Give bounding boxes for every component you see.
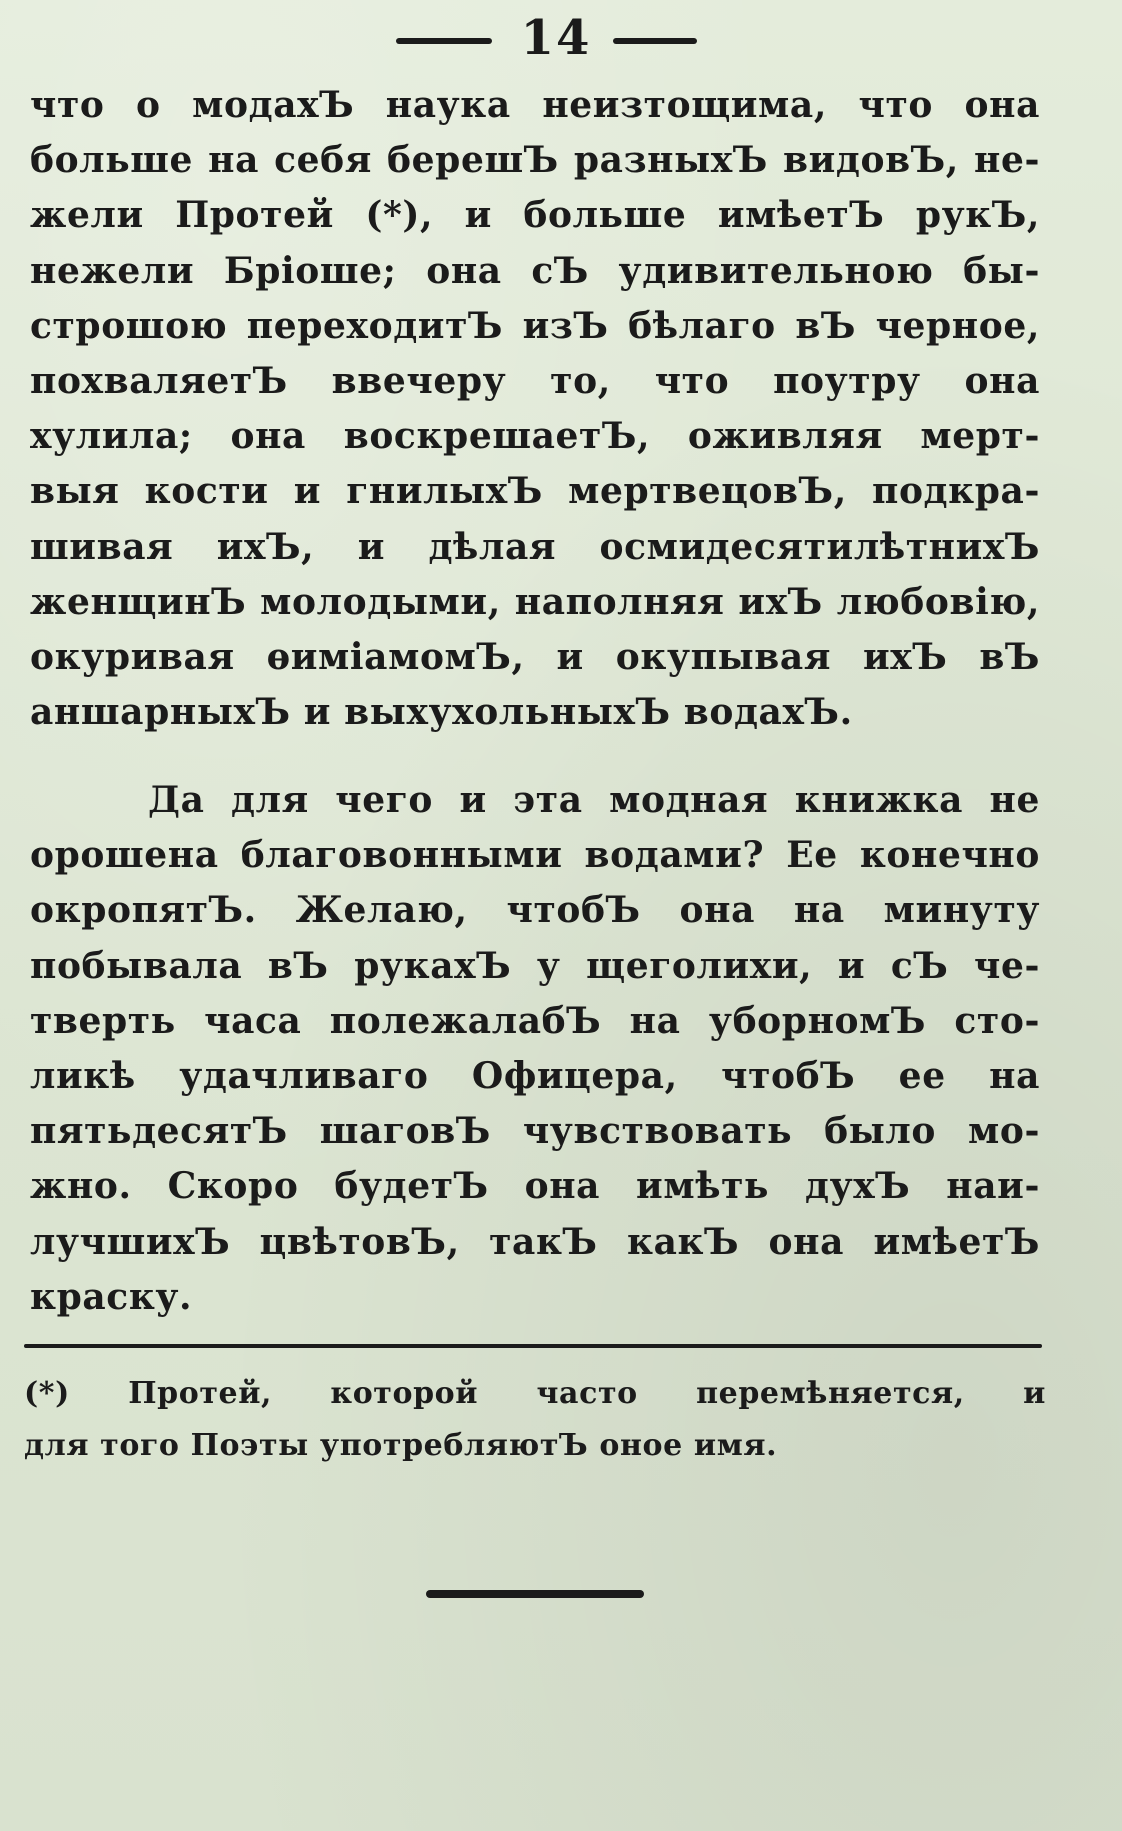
text-line: ликѣ удачливаго Офицера, чтобЪ ее на: [30, 1054, 1040, 1097]
text-line: лучшихЪ цвѣтовЪ, такЪ какЪ она имѣетЪ: [30, 1220, 1040, 1263]
end-rule: [426, 1590, 644, 1598]
paragraph-1: [30, 78, 1040, 740]
text-line: орошена благовонными водами? Ее конечно: [30, 834, 1040, 877]
footnote-line: для того Поэты употребляютЪ оное имя.: [24, 1428, 778, 1463]
text-line: нежели Бріоше; она сЪ удивительною бы-: [30, 249, 1040, 292]
text-line: пятьдесятЪ шаговЪ чувствовать было мо-: [30, 1110, 1040, 1153]
header-rule-left: [396, 38, 492, 44]
footnote: [24, 1368, 1046, 1472]
text-line: аншарныхЪ и выхухольныхЪ водахЪ.: [30, 691, 853, 734]
text-line: окропятЪ. Желаю, чтобЪ она на минуту: [30, 889, 1040, 932]
text-line: женщинЪ молодыми, наполняя ихЪ любовію,: [30, 580, 1040, 623]
page-header: [0, 8, 1122, 68]
text-line: похваляетЪ ввечеру то, что поутру она: [30, 359, 1040, 402]
header-rule-right: [613, 38, 697, 44]
text-line: выя кости и гнилыхЪ мертвецовЪ, подкра-: [30, 470, 1040, 513]
footnote-line: (*) Протей, которой часто перемѣняется, и: [24, 1376, 1046, 1411]
text-line: Да для чего и эта модная книжка не: [148, 779, 1040, 821]
text-line: шивая ихЪ, и дѣлая осмидесятилѣтнихЪ: [30, 525, 1040, 568]
text-line: жно. Скоро будетЪ она имѣть духЪ наи-: [30, 1165, 1040, 1208]
text-line: жели Протей (*), и больше имѣетЪ рукЪ,: [30, 194, 1040, 237]
text-line: больше на себя берешЪ разныхЪ видовЪ, не-: [30, 139, 1040, 182]
footnote-rule: [24, 1344, 1042, 1348]
text-line: тверть часа полежалабЪ на уборномЪ сто-: [30, 999, 1040, 1042]
paragraph-2: [30, 773, 1040, 1325]
text-line: что о модахЪ наука неизтощима, что она: [30, 84, 1040, 126]
text-line: краску.: [30, 1275, 193, 1318]
text-line: строшою переходитЪ изЪ бѣлаго вЪ черное,: [30, 304, 1040, 347]
text-line: окуривая ѳиміамомЪ, и окупывая ихЪ вЪ: [30, 635, 1040, 678]
page-number: 14: [520, 10, 592, 66]
text-line: хулила; она воскрешаетЪ, оживляя мерт-: [30, 415, 1040, 458]
text-line: побывала вЪ рукахЪ у щеголихи, и сЪ че-: [30, 944, 1040, 987]
